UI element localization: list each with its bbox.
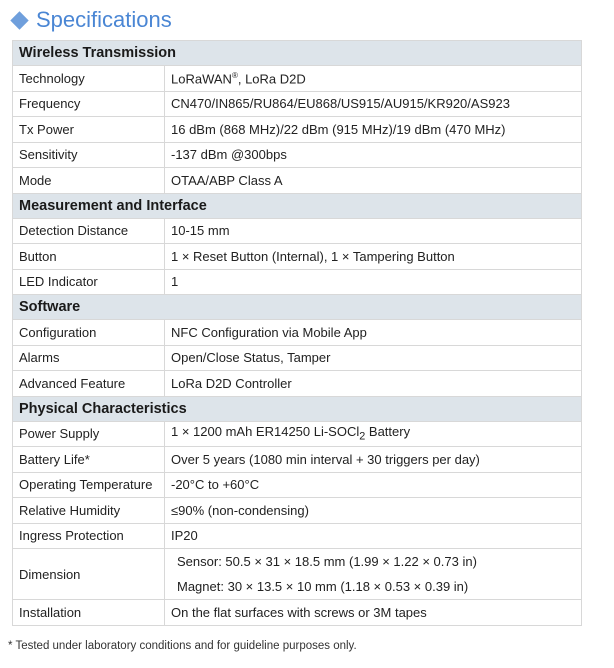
footnote: * Tested under laboratory conditions and for guideline purposes only. (8, 640, 357, 652)
table-row (13, 345, 582, 371)
row-value: OTAA/ABP Class A (165, 168, 582, 194)
table-row (13, 91, 582, 117)
row-label: Detection Distance (13, 218, 165, 244)
table-row (13, 523, 582, 549)
row-value: 1 (165, 269, 582, 295)
row-label: Configuration (13, 320, 165, 346)
row-value: 16 dBm (868 MHz)/22 dBm (915 MHz)/19 dBm (470 MHz) (165, 117, 582, 143)
row-value: IP20 (165, 523, 582, 549)
row-value: On the flat surfaces with screws or 3M tapes (165, 600, 582, 626)
row-value-main: 1 × 1200 mAh ER14250 Li-SOCl (171, 424, 360, 440)
row-value: NFC Configuration via Mobile App (165, 320, 582, 346)
table-row (13, 244, 582, 270)
row-value: 1 × Reset Button (Internal), 1 × Tampering Button (165, 244, 582, 270)
row-label: Dimension (13, 549, 165, 600)
row-label: Relative Humidity (13, 498, 165, 524)
row-value (165, 421, 582, 447)
table-row (13, 549, 582, 600)
row-label: Frequency (13, 91, 165, 117)
row-label: Tx Power (13, 117, 165, 143)
row-value-rest: Battery (365, 424, 411, 440)
row-value: LoRa D2D Controller (165, 371, 582, 397)
table-row (13, 168, 582, 194)
row-label: Advanced Feature (13, 371, 165, 397)
table-row (13, 472, 582, 498)
diamond-bullet-icon (10, 11, 28, 29)
section-header-measurement (13, 193, 582, 218)
row-label: Battery Life* (13, 447, 165, 473)
row-value: Open/Close Status, Tamper (165, 345, 582, 371)
table-row (13, 320, 582, 346)
row-label: Sensitivity (13, 142, 165, 168)
row-value: Over 5 years (1080 min interval + 30 triggers per day) (165, 447, 582, 473)
row-value (165, 66, 582, 92)
page-title: Specifications (36, 7, 172, 32)
row-label: Button (13, 244, 165, 270)
section-title: Software (13, 295, 582, 320)
row-label: Installation (13, 600, 165, 626)
dimension-magnet: Magnet: 30 × 13.5 × 10 mm (1.18 × 0.53 × 0.39 in) (177, 579, 469, 594)
registered-mark: ® (231, 70, 238, 80)
row-value: -20°C to +60°C (165, 472, 582, 498)
table-row (13, 218, 582, 244)
page-heading (10, 5, 172, 35)
specifications-table (12, 40, 582, 626)
table-row (13, 269, 582, 295)
row-value: ≤90% (non-condensing) (165, 498, 582, 524)
table-row (13, 66, 582, 92)
row-label: Power Supply (13, 421, 165, 447)
row-label: Operating Temperature (13, 472, 165, 498)
section-title: Measurement and Interface (13, 193, 582, 218)
row-label: LED Indicator (13, 269, 165, 295)
table-row (13, 371, 582, 397)
dimension-sensor: Sensor: 50.5 × 31 × 18.5 mm (1.99 × 1.22 × 0.73 in) (177, 554, 477, 569)
subscript-digit: 2 (359, 431, 366, 444)
row-label: Alarms (13, 345, 165, 371)
section-header-physical (13, 396, 582, 421)
row-value-rest: , LoRa D2D (237, 70, 306, 86)
row-value-main: LoRaWAN (171, 70, 232, 86)
table-row (13, 142, 582, 168)
section-title: Wireless Transmission (13, 41, 582, 66)
section-header-software (13, 295, 582, 320)
table-row (13, 117, 582, 143)
section-header-wireless (13, 41, 582, 66)
table-row (13, 498, 582, 524)
table-row (13, 447, 582, 473)
row-value: 10-15 mm (165, 218, 582, 244)
section-title: Physical Characteristics (13, 396, 582, 421)
table-row (13, 421, 582, 447)
row-value: -137 dBm @300bps (165, 142, 582, 168)
row-label: Ingress Protection (13, 523, 165, 549)
row-value (165, 549, 582, 600)
row-value: CN470/IN865/RU864/EU868/US915/AU915/KR920/AS923 (165, 91, 582, 117)
row-label: Technology (13, 66, 165, 92)
row-label: Mode (13, 168, 165, 194)
table-row (13, 600, 582, 626)
